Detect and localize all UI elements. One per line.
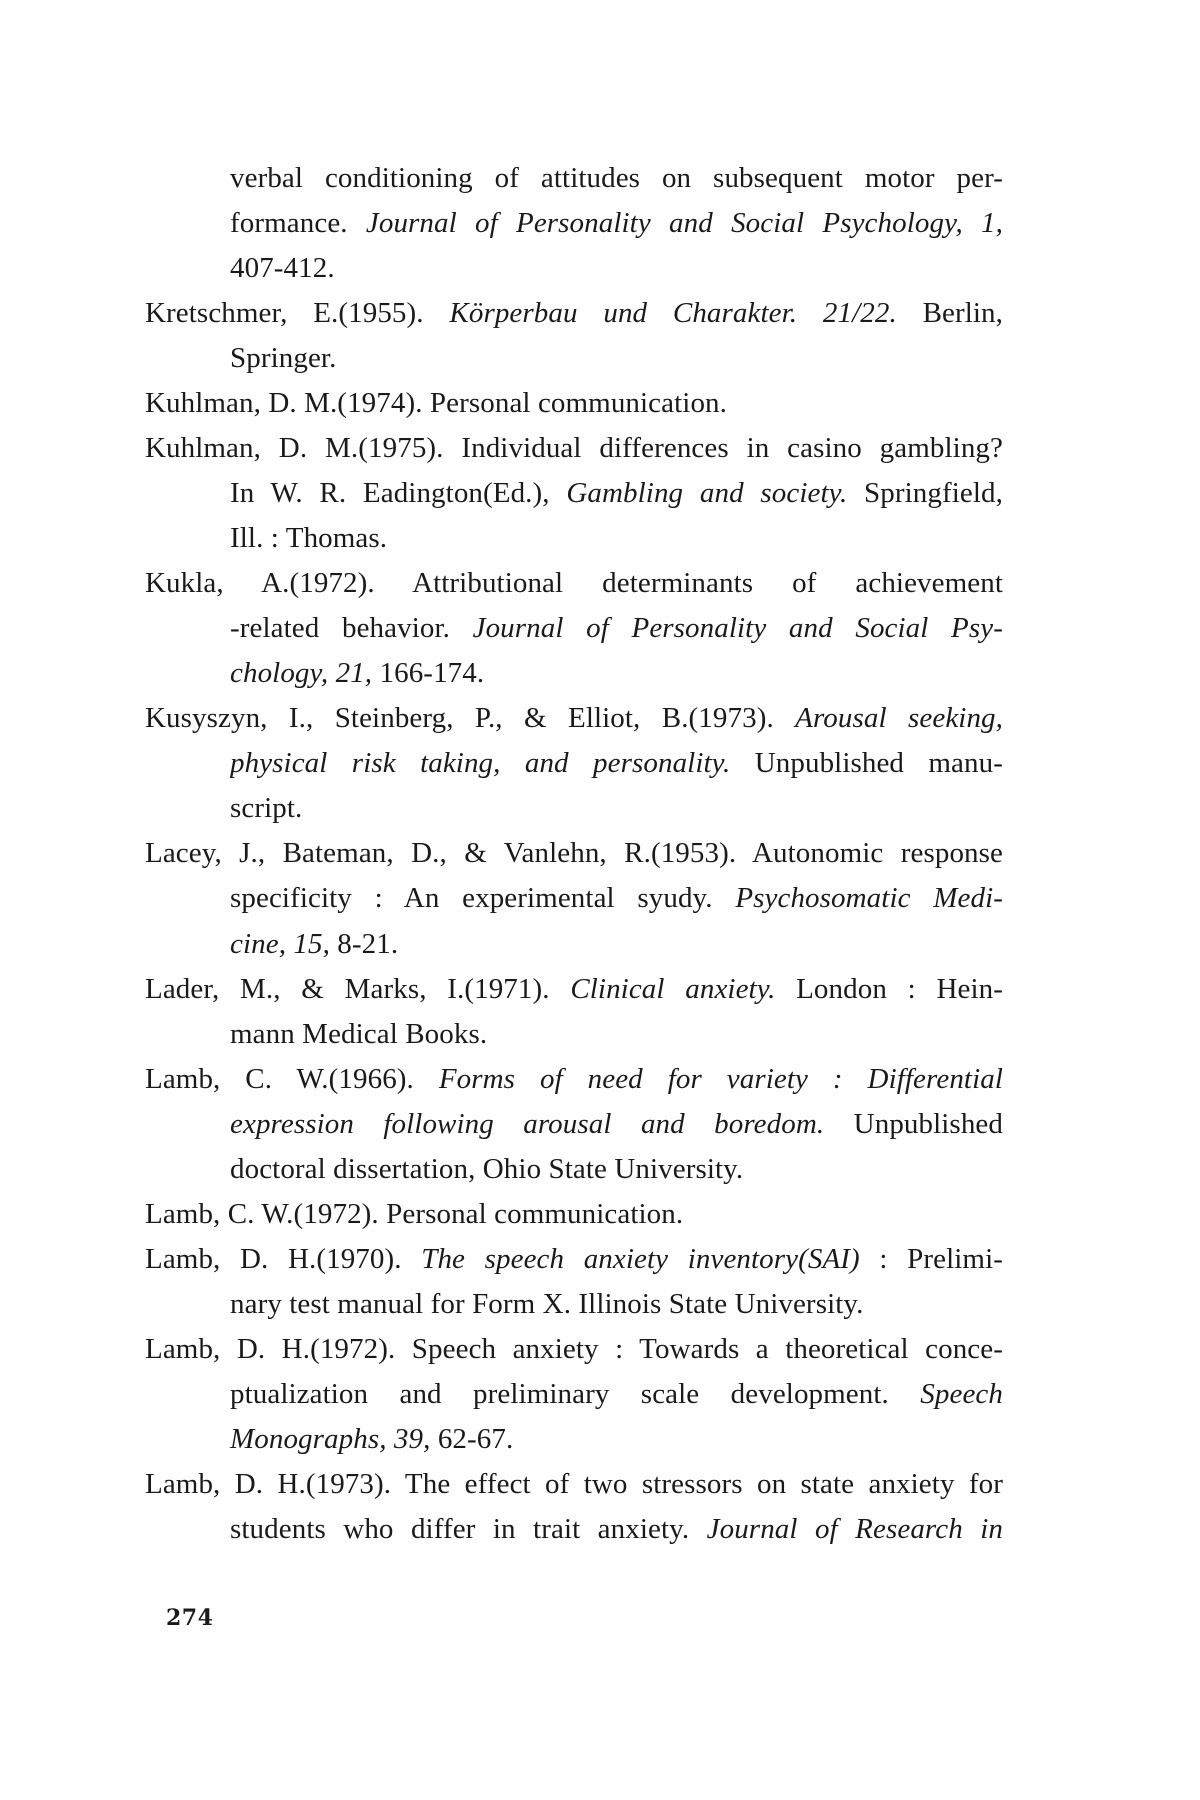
text-segment: Berlin,: [896, 297, 1003, 329]
reference-entry-continuation-line: [230, 741, 1003, 786]
reference-entry-continuation-line: [230, 246, 1003, 291]
italic-text-segment: Journal of Personality and Social Psy-: [472, 612, 1003, 644]
reference-entry-first-line: [145, 381, 1003, 426]
text-segment: specificity : An experimental syudy.: [230, 882, 736, 914]
reference-entry-first-line: [145, 1237, 1003, 1282]
italic-text-segment: Monographs, 39,: [230, 1423, 431, 1455]
reference-entry-continuation-line: [230, 1102, 1003, 1147]
reference-entry-first-line: [145, 831, 1003, 876]
text-segment: students who differ in trait anxiety.: [230, 1513, 707, 1545]
text-segment: : Prelimi-: [859, 1243, 1003, 1275]
text-segment: 8-21.: [329, 928, 399, 960]
reference-entry-first-line: [145, 561, 1003, 606]
reference-entry-first-line: [145, 291, 1003, 336]
text-segment: Springer.: [230, 342, 337, 374]
reference-entry-continuation-line: [230, 156, 1003, 201]
reference-entry-first-line: [145, 1327, 1003, 1372]
text-segment: Kretschmer, E.(1955).: [145, 297, 450, 329]
text-segment: Springfield,: [847, 477, 1003, 509]
text-segment: 62-67.: [430, 1423, 514, 1455]
italic-text-segment: The speech anxiety inventory(SAI): [421, 1243, 860, 1275]
reference-entry-continuation-line: [230, 922, 1003, 967]
reference-entry-continuation-line: [230, 1507, 1003, 1552]
text-segment: Lader, M., & Marks, I.(1971).: [145, 973, 571, 1005]
reference-entry-continuation-line: [230, 651, 1003, 696]
text-segment: Lamb, D. H.(1970).: [145, 1243, 422, 1275]
reference-entry-first-line: [145, 426, 1003, 471]
reference-entry-continuation-line: [230, 1417, 1003, 1462]
reference-entry-continuation-line: [230, 516, 1003, 561]
text-segment: nary test manual for Form X. Illinois State University.: [230, 1288, 864, 1320]
italic-text-segment: Arousal seeking,: [795, 702, 1003, 734]
text-segment: Lamb, C. W.(1972). Personal communication.: [145, 1198, 684, 1230]
text-segment: 407-412.: [230, 252, 335, 284]
italic-text-segment: cine, 15,: [230, 928, 330, 960]
reference-entry-continuation-line: [230, 1282, 1003, 1327]
text-segment: -related behavior.: [230, 612, 473, 644]
text-segment: Kusyszyn, I., Steinberg, P., & Elliot, B.(1973).: [145, 702, 796, 734]
reference-entry-continuation-line: [230, 201, 1003, 246]
reference-entry-continuation-line: [230, 1147, 1003, 1192]
text-segment: Unpublished manu-: [730, 747, 1003, 779]
italic-text-segment: chology, 21,: [230, 657, 373, 689]
text-segment: mann Medical Books.: [230, 1018, 488, 1050]
text-segment: Lacey, J., Bateman, D., & Vanlehn, R.(1953). Autonomic response: [145, 837, 1003, 869]
text-segment: Kuhlman, D. M.(1975). Individual differences in casino gambling?: [145, 432, 1003, 464]
italic-text-segment: Forms of need for variety : Differential: [438, 1063, 1003, 1095]
text-segment: doctoral dissertation, Ohio State University.: [230, 1153, 744, 1185]
reference-entry-first-line: [145, 1462, 1003, 1507]
italic-text-segment: Journal of Personality and Social Psychology, 1,: [365, 207, 1003, 239]
reference-entry-first-line: [145, 696, 1003, 741]
text-segment: formance.: [230, 207, 366, 239]
text-segment: Ill. : Thomas.: [230, 522, 388, 554]
text-segment: Kukla, A.(1972). Attributional determinants of achievement: [145, 567, 1003, 599]
text-segment: Lamb, D. H.(1973). The effect of two stressors on state anxiety for: [145, 1468, 1003, 1500]
text-segment: Lamb, C. W.(1966).: [145, 1063, 439, 1095]
text-segment: ptualization and preliminary scale development.: [230, 1378, 921, 1410]
reference-entry-continuation-line: [230, 1012, 1003, 1057]
text-segment: Lamb, D. H.(1972). Speech anxiety : Towards a theoretical conce-: [145, 1333, 1003, 1365]
italic-text-segment: expression following arousal and boredom.: [230, 1108, 825, 1140]
text-segment: Unpublished: [824, 1108, 1003, 1140]
reference-entry-continuation-line: [230, 336, 1003, 381]
text-segment: verbal conditioning of attitudes on subsequent motor per-: [230, 162, 1003, 194]
reference-entry-continuation-line: [230, 471, 1003, 516]
reference-entry-continuation-line: [230, 1372, 1003, 1417]
text-segment: Kuhlman, D. M.(1974). Personal communication.: [145, 387, 727, 419]
italic-text-segment: Gambling and society.: [566, 477, 848, 509]
reference-entry-first-line: [145, 967, 1003, 1012]
text-segment: London : Hein-: [775, 973, 1003, 1005]
reference-entry-continuation-line: [230, 786, 1003, 831]
italic-text-segment: Clinical anxiety.: [570, 973, 776, 1005]
italic-text-segment: Psychosomatic Medi-: [735, 882, 1003, 914]
italic-text-segment: Speech: [920, 1378, 1003, 1410]
page-number: 274: [166, 1605, 214, 1631]
reference-entry-continuation-line: [230, 876, 1003, 921]
text-segment: script.: [230, 792, 303, 824]
reference-entry-continuation-line: [230, 606, 1003, 651]
reference-entry-first-line: [145, 1192, 1003, 1237]
italic-text-segment: Journal of Research in: [706, 1513, 1003, 1545]
text-segment: 166-174.: [372, 657, 485, 689]
text-segment: In W. R. Eadington(Ed.),: [230, 477, 567, 509]
italic-text-segment: physical risk taking, and personality.: [230, 747, 731, 779]
italic-text-segment: Körperbau und Charakter. 21/22.: [449, 297, 897, 329]
reference-entry-first-line: [145, 1057, 1003, 1102]
